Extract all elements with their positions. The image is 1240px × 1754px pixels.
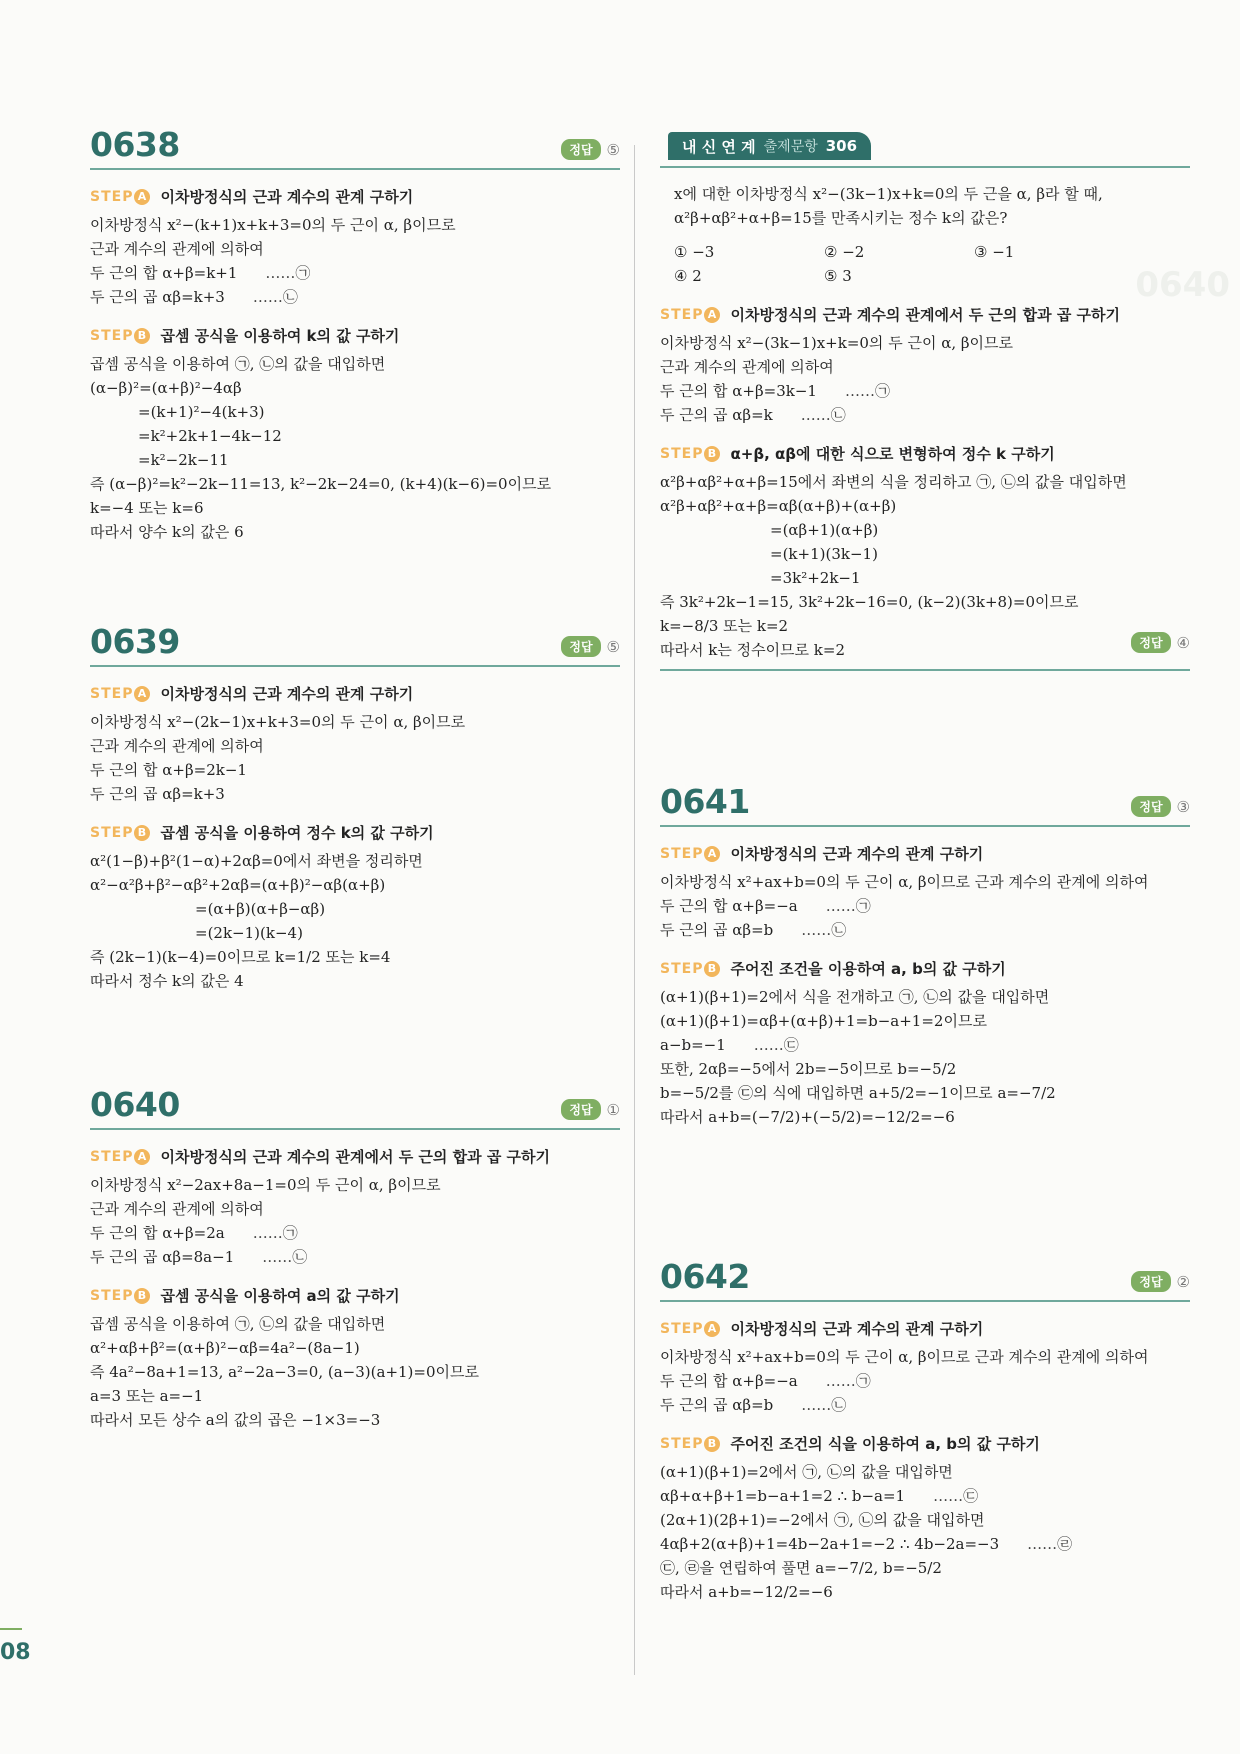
solution-line: 근과 계수의 관계에 의하여 <box>660 358 834 376</box>
problem-0641 <box>660 775 1190 1129</box>
step-tag-text: STEP <box>660 960 704 977</box>
solution-line: ㉢, ㉣을 연립하여 풀면 a=−7/2, b=−5/2 <box>660 1559 942 1577</box>
step-title: 주어진 조건을 이용하여 a, b의 값 구하기 <box>730 960 1006 978</box>
step-title: 이차방정식의 근과 계수의 관계 구하기 <box>730 845 984 863</box>
step-lines <box>660 1345 1190 1417</box>
step-lines <box>90 213 620 309</box>
solution-line: =k²−2k−11 <box>138 451 229 469</box>
solution-line: 따라서 k는 정수이므로 k=2 <box>660 641 846 659</box>
solution-line: 근과 계수의 관계에 의하여 <box>90 1200 264 1218</box>
solution-line: 이차방정식 x²+ax+b=0의 두 근이 α, β이므로 근과 계수의 관계에 의하여 <box>660 873 1149 891</box>
step-lines <box>90 352 620 544</box>
solution-line <box>90 1221 620 1245</box>
answer <box>561 1099 620 1120</box>
step-title: 이차방정식의 근과 계수의 관계에서 두 근의 합과 곱 구하기 <box>730 306 1121 324</box>
problem-0639 <box>90 615 620 993</box>
problem-header <box>660 775 1190 827</box>
solution-line: 즉 (α−β)²=k²−2k−11=13, k²−2k−24=0, (k+4)(k−6)=0이므로 <box>90 475 552 493</box>
step-letter: A <box>134 1149 150 1165</box>
equation-marker: ……㉡ <box>252 288 298 306</box>
step-title: 주어진 조건의 식을 이용하여 a, b의 값 구하기 <box>730 1435 1040 1453</box>
answer <box>561 139 620 160</box>
solution-line: 두 근의 곱 αβ=k+3 <box>90 785 225 803</box>
step-tag-text: STEP <box>90 685 134 702</box>
step-tag-text: STEP <box>90 824 134 841</box>
step-title: 곱셈 공식을 이용하여 k의 값 구하기 <box>160 327 400 345</box>
step-letter: B <box>704 961 720 977</box>
question-line: x에 대한 이차방정식 x²−(3k−1)x+k=0의 두 근을 α, β라 할 때, <box>674 185 1103 203</box>
solution-line <box>660 1532 1190 1556</box>
problem-number: 0641 <box>660 782 750 821</box>
solution-text: 두 근의 합 α+β=3k−1 <box>660 382 817 400</box>
problem-number: 0642 <box>660 1257 750 1296</box>
solution-text: αβ+α+β+1=b−a+1=2 ∴ b−a=1 <box>660 1487 906 1505</box>
answer <box>1131 1271 1190 1292</box>
solution-line: =k²+2k+1−4k−12 <box>138 427 282 445</box>
solution-text: 4αβ+2(α+β)+1=4b−2a+1=−2 ∴ 4b−2a=−3 <box>660 1535 1000 1553</box>
solution-line <box>660 1033 1190 1057</box>
solution-line: =(k+1)(3k−1) <box>770 545 878 563</box>
page-number-rule <box>0 1628 22 1630</box>
answer-value: ③ <box>1176 797 1190 816</box>
equation-marker: ……㉣ <box>1027 1535 1073 1553</box>
step-tag-text: STEP <box>90 1148 134 1165</box>
step-letter: B <box>704 1436 720 1452</box>
solution-line: 이차방정식 x²−(k+1)x+k+3=0의 두 근이 α, β이므로 <box>90 216 456 234</box>
solution-line <box>660 894 1190 918</box>
problem-header <box>90 615 620 667</box>
equation-marker: ……㉠ <box>825 897 871 915</box>
step-tag-text: STEP <box>660 1320 704 1337</box>
equation-marker: ……㉠ <box>825 1372 871 1390</box>
step-tag <box>90 686 150 702</box>
solution-line: 따라서 양수 k의 값은 6 <box>90 523 244 541</box>
step-title: 이차방정식의 근과 계수의 관계에서 두 근의 합과 곱 구하기 <box>160 1148 551 1166</box>
solution-text: 두 근의 곱 αβ=8a−1 <box>90 1248 235 1266</box>
problem-header <box>90 118 620 170</box>
problem-number: 0639 <box>90 622 180 661</box>
solution-line: (α+1)(β+1)=2에서 식을 전개하고 ㉠, ㉡의 값을 대입하면 <box>660 988 1050 1006</box>
step-header <box>660 843 1190 864</box>
solution-line: =(k+1)²−4(k+3) <box>138 403 265 421</box>
step-tag <box>660 1436 720 1452</box>
equation-marker: ……㉡ <box>800 406 846 424</box>
step-header <box>660 958 1190 979</box>
step-tag-text: STEP <box>90 188 134 205</box>
answer-badge: 정답 <box>561 636 600 657</box>
solution-text: 두 근의 곱 αβ=k+3 <box>90 288 225 306</box>
solution-line: 이차방정식 x²−(2k−1)x+k+3=0의 두 근이 α, β이므로 <box>90 713 466 731</box>
step-letter: A <box>704 1321 720 1337</box>
equation-marker: ……㉡ <box>262 1248 308 1266</box>
solution-line: k=−8/3 또는 k=2 <box>660 617 789 635</box>
solution-line: =(α+β)(α+β−αβ) <box>195 900 326 918</box>
choice[interactable]: ② −2 <box>824 243 865 261</box>
solution-line: 따라서 a+b=(−7/2)+(−5/2)=−12/2=−6 <box>660 1108 955 1126</box>
solution-line: =(αβ+1)(α+β) <box>770 521 879 539</box>
solution-line: =(2k−1)(k−4) <box>195 924 303 942</box>
naesin-block <box>660 132 1190 671</box>
solution-line: b=−5/2를 ㉢의 식에 대입하면 a+5/2=−1이므로 a=−7/2 <box>660 1084 1056 1102</box>
question-line: α²β+αβ²+α+β=15를 만족시키는 정수 k의 값은? <box>674 209 1008 227</box>
solution-text: a−b=−1 <box>660 1036 726 1054</box>
step-title: 곱셈 공식을 이용하여 정수 k의 값 구하기 <box>160 824 434 842</box>
solution-line: 근과 계수의 관계에 의하여 <box>90 737 264 755</box>
solution-line: (α−β)²=(α+β)²−4αβ <box>90 379 242 397</box>
answer <box>561 636 620 657</box>
answer-value: ④ <box>1176 633 1190 652</box>
step-letter: A <box>134 189 150 205</box>
step-header <box>90 186 620 207</box>
equation-marker: ……㉡ <box>801 1396 847 1414</box>
problem-0638 <box>90 118 620 544</box>
problem-0640 <box>90 1078 620 1432</box>
step-letter: B <box>134 825 150 841</box>
solution-line: 곱셈 공식을 이용하여 ㉠, ㉡의 값을 대입하면 <box>90 1315 386 1333</box>
step-title: 이차방정식의 근과 계수의 관계 구하기 <box>160 188 414 206</box>
naesin-label: 내 신 연 계 <box>682 137 756 156</box>
solution-line <box>660 1369 1190 1393</box>
equation-marker: ……㉢ <box>933 1487 979 1505</box>
solution-line: 이차방정식 x²+ax+b=0의 두 근이 α, β이므로 근과 계수의 관계에 의하여 <box>660 1348 1149 1366</box>
answer <box>1131 796 1190 817</box>
problem-number: 0640 <box>90 1085 180 1124</box>
step-letter: A <box>134 686 150 702</box>
naesin-tab <box>668 132 871 160</box>
step-letter: A <box>704 846 720 862</box>
solution-line: 즉 (2k−1)(k−4)=0이므로 k=1/2 또는 k=4 <box>90 948 391 966</box>
solution-line: 즉 3k²+2k−1=15, 3k²+2k−16=0, (k−2)(3k+8)=0이므로 <box>660 593 1079 611</box>
answer-badge: 정답 <box>1131 632 1170 653</box>
step-tag-text: STEP <box>660 306 704 323</box>
solution-line <box>90 1245 620 1269</box>
solution-line: 따라서 모든 상수 a의 값의 곱은 −1×3=−3 <box>90 1411 381 1429</box>
answer-badge: 정답 <box>1131 1271 1170 1292</box>
step-tag <box>660 1321 720 1337</box>
step-header <box>90 325 620 346</box>
step-header <box>660 304 1190 325</box>
step-letter: A <box>704 307 720 323</box>
solution-text: 두 근의 합 α+β=−a <box>660 897 798 915</box>
solution-line: α²β+αβ²+α+β=15에서 좌변의 식을 정리하고 ㉠, ㉡의 값을 대입하면 <box>660 473 1127 491</box>
step-header <box>660 1318 1190 1339</box>
solution-line: α²−α²β+β²−αβ²+2αβ=(α+β)²−αβ(α+β) <box>90 876 386 894</box>
solution-line: 곱셈 공식을 이용하여 ㉠, ㉡의 값을 대입하면 <box>90 355 386 373</box>
step-lines <box>90 1173 620 1269</box>
solution-line: 즉 4a²−8a+1=13, a²−2a−3=0, (a−3)(a+1)=0이므로 <box>90 1363 479 1381</box>
question <box>660 182 1190 230</box>
step-letter: B <box>134 1288 150 1304</box>
step-tag <box>660 446 720 462</box>
equation-marker: ……㉠ <box>844 382 890 400</box>
column-divider <box>634 145 635 1675</box>
solution-line <box>660 1393 1190 1417</box>
step-header <box>90 822 620 843</box>
step-tag-text: STEP <box>660 445 704 462</box>
solution-line: k=−4 또는 k=6 <box>90 499 204 517</box>
page-number: 08 <box>0 1640 31 1665</box>
solution-line: 이차방정식 x²−(3k−1)x+k=0의 두 근이 α, β이므로 <box>660 334 1014 352</box>
step-lines <box>660 870 1190 942</box>
naesin-sub: 출제문항 <box>763 139 818 155</box>
solution-line: α²(1−β)+β²(1−α)+2αβ=0에서 좌변을 정리하면 <box>90 852 423 870</box>
answer-value: ⑤ <box>606 140 620 159</box>
solution-line <box>660 379 1190 403</box>
problem-0642 <box>660 1250 1190 1604</box>
solution-line: a=3 또는 a=−1 <box>90 1387 204 1405</box>
equation-marker: ……㉠ <box>252 1224 298 1242</box>
solution-line <box>90 261 620 285</box>
step-lines <box>90 710 620 806</box>
answer-value: ⑤ <box>606 637 620 656</box>
solution-text: 두 근의 곱 αβ=b <box>660 921 774 939</box>
step-tag <box>90 328 150 344</box>
step-letter: B <box>704 446 720 462</box>
step-header <box>90 683 620 704</box>
step-tag <box>90 825 150 841</box>
answer-badge: 정답 <box>1131 796 1170 817</box>
step-header <box>660 1433 1190 1454</box>
solution-line: (2α+1)(2β+1)=−2에서 ㉠, ㉡의 값을 대입하면 <box>660 1511 985 1529</box>
solution-line: 근과 계수의 관계에 의하여 <box>90 240 264 258</box>
step-tag <box>660 846 720 862</box>
step-tag <box>660 307 720 323</box>
answer-value: ② <box>1176 1272 1190 1291</box>
step-title: 곱셈 공식을 이용하여 a의 값 구하기 <box>160 1287 400 1305</box>
step-tag <box>90 1149 150 1165</box>
solution-text: 두 근의 합 α+β=k+1 <box>90 264 238 282</box>
solution-text: 두 근의 합 α+β=2a <box>90 1224 225 1242</box>
naesin-number: 306 <box>825 137 858 155</box>
solution-text: 두 근의 곱 αβ=b <box>660 1396 774 1414</box>
block-rule <box>660 669 1190 671</box>
solution-line: (α+1)(β+1)=2에서 ㉠, ㉡의 값을 대입하면 <box>660 1463 953 1481</box>
solution-text: 두 근의 합 α+β=−a <box>660 1372 798 1390</box>
step-tag <box>90 189 150 205</box>
step-tag-text: STEP <box>90 1287 134 1304</box>
step-lines <box>660 331 1190 427</box>
step-letter: B <box>134 328 150 344</box>
answer-badge: 정답 <box>561 139 600 160</box>
step-tag-text: STEP <box>660 1435 704 1452</box>
equation-marker: ……㉠ <box>265 264 311 282</box>
choice[interactable]: ③ −1 <box>974 243 1015 261</box>
solution-line: α²β+αβ²+α+β=αβ(α+β)+(α+β) <box>660 497 897 515</box>
step-header <box>90 1285 620 1306</box>
step-lines <box>90 1312 620 1432</box>
solution-line <box>660 918 1190 942</box>
step-title: α+β, αβ에 대한 식으로 변형하여 정수 k 구하기 <box>730 445 1055 463</box>
step-tag <box>660 961 720 977</box>
step-lines <box>660 985 1190 1129</box>
step-tag-text: STEP <box>660 845 704 862</box>
step-title: 이차방정식의 근과 계수의 관계 구하기 <box>160 685 414 703</box>
solution-line <box>90 285 620 309</box>
solution-text: 두 근의 곱 αβ=k <box>660 406 773 424</box>
solution-line <box>660 403 1190 427</box>
step-tag-text: STEP <box>90 327 134 344</box>
solution-line: 이차방정식 x²−2ax+8a−1=0의 두 근이 α, β이므로 <box>90 1176 441 1194</box>
choice[interactable]: ④ 2 <box>674 267 702 285</box>
choices <box>660 240 1190 288</box>
step-lines <box>90 849 620 993</box>
problem-header <box>660 1250 1190 1302</box>
solution-line: α²+αβ+β²=(α+β)²−αβ=4a²−(8a−1) <box>90 1339 360 1357</box>
answer-badge: 정답 <box>561 1099 600 1120</box>
step-tag <box>90 1288 150 1304</box>
choice[interactable]: ⑤ 3 <box>824 267 852 285</box>
step-header <box>660 443 1190 464</box>
naesin-answer <box>660 632 1190 653</box>
naesin-header <box>660 132 1190 168</box>
solution-line: 따라서 a+b=−12/2=−6 <box>660 1583 833 1601</box>
answer-value: ① <box>606 1100 620 1119</box>
choice[interactable]: ① −3 <box>674 243 715 261</box>
problem-number: 0638 <box>90 125 180 164</box>
step-title: 이차방정식의 근과 계수의 관계 구하기 <box>730 1320 984 1338</box>
solution-line: 두 근의 합 α+β=2k−1 <box>90 761 247 779</box>
solution-line <box>660 1484 1190 1508</box>
solution-line: (α+1)(β+1)=αβ+(α+β)+1=b−a+1=2이므로 <box>660 1012 987 1030</box>
ghost-number: 0640 <box>1135 265 1230 305</box>
solution-line: =3k²+2k−1 <box>770 569 861 587</box>
problem-header <box>90 1078 620 1130</box>
solution-line: 또한, 2αβ=−5에서 2b=−5이므로 b=−5/2 <box>660 1060 957 1078</box>
equation-marker: ……㉡ <box>801 921 847 939</box>
step-lines <box>660 1460 1190 1604</box>
step-header <box>90 1146 620 1167</box>
solution-line: 따라서 정수 k의 값은 4 <box>90 972 244 990</box>
equation-marker: ……㉢ <box>753 1036 799 1054</box>
